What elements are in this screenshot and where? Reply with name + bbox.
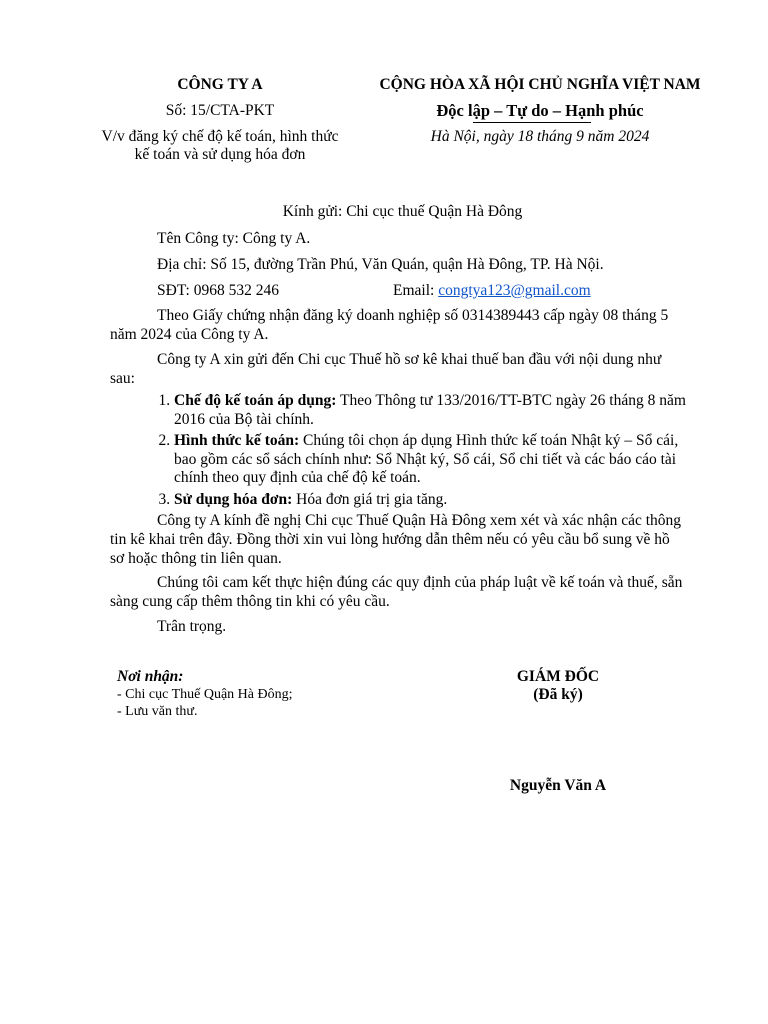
email-label: Email:: [393, 282, 435, 299]
document-subject: [80, 128, 360, 164]
subject-line-1: V/v đăng ký chế độ kế toán, hình thức: [101, 128, 339, 145]
paragraph-registration: Theo Giấy chứng nhận đăng ký doanh nghiệp số 0314389443 cấp ngày 08 tháng 5 năm 2024 của Công ty A.: [110, 307, 669, 343]
motto: Độc lập – Tự do – Hạnh phúc: [436, 101, 644, 120]
signer-name: Nguyễn Văn A: [509, 777, 607, 794]
item-text: Hóa đơn giá trị gia tăng.: [292, 490, 448, 508]
item-text: Chúng tôi chọn áp dụng Hình thức kế toán Nhật ký – Sổ cái, bao gồm các sổ sách chính như: Sổ Nhật ký, Sổ cái, Sổ chi tiết và các báo cáo tài chính theo quy định của chế độ kế toán.: [174, 432, 679, 486]
list-item: [174, 392, 700, 429]
address-line: Địa chỉ: Số 15, đường Trần Phú, Văn Quán, quận Hà Đông, TP. Hà Nội.: [157, 256, 604, 273]
recipients-list: [117, 686, 292, 720]
paragraph-intro: Công ty A xin gửi đến Chi cục Thuế hồ sơ kê khai thuế ban đầu với nội dung như sau:: [110, 351, 662, 387]
item-label: Chế độ kế toán áp dụng:: [174, 392, 337, 409]
signed-note: (Đã ký): [533, 686, 583, 703]
list-item: [174, 491, 700, 510]
recipients-title: Nơi nhận:: [117, 668, 184, 685]
item-text: Theo Thông tư 133/2016/TT-BTC ngày 26 tháng 8 năm 2016 của Bộ tài chính.: [174, 392, 686, 428]
item-label: Hình thức kế toán:: [174, 432, 300, 449]
email-link[interactable]: congtya123@gmail.com: [438, 282, 591, 299]
paragraph-request: Công ty A kính đề nghị Chi cục Thuế Quận Hà Đông xem xét và xác nhận các thông tin kê khai trên đây. Đồng thời xin vui lòng hướng dẫn thêm nếu có yêu cầu bổ sung về hồ sơ hoặc thông tin liên quan.: [110, 512, 682, 567]
signer-position: GIÁM ĐỐC: [516, 668, 600, 685]
company-name-line: Tên Công ty: Công ty A.: [157, 230, 311, 247]
item-label: Sử dụng hóa đơn:: [174, 490, 293, 508]
company-name: CÔNG TY A: [177, 76, 263, 93]
recipient-item: - Chi cục Thuế Quận Hà Đông;: [117, 687, 293, 702]
recipient: Kính gửi: Chi cục thuế Quận Hà Đông: [282, 203, 523, 220]
paragraph-commitment: Chúng tôi cam kết thực hiện đúng các quy định của pháp luật về kế toán và thuế, sẵn sàng cung cấp thêm thông tin khi có yêu cầu.: [110, 574, 683, 610]
phone-line: SĐT: 0968 532 246: [157, 282, 279, 299]
document-number: Số: 15/CTA-PKT: [165, 102, 275, 119]
document-date: Hà Nội, ngày 18 tháng 9 năm 2024: [430, 128, 650, 145]
recipient-item: - Lưu văn thư.: [117, 704, 198, 719]
closing: Trân trọng.: [157, 618, 227, 635]
subject-line-2: kế toán và sử dụng hóa đơn: [134, 146, 306, 163]
motto-underline: [473, 122, 591, 123]
country-name: CỘNG HÒA XÃ HỘI CHỦ NGHĨA VIỆT NAM: [379, 76, 701, 93]
email-line: [393, 281, 591, 300]
list-item: [174, 432, 700, 488]
declaration-list: [110, 392, 700, 512]
